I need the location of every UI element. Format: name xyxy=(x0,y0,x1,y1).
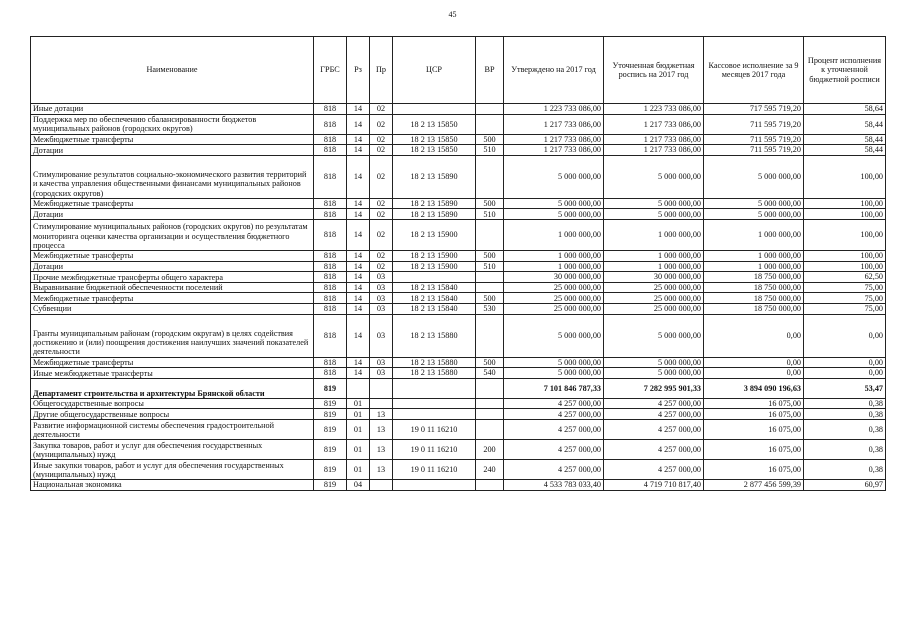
cell-name: Стимулирование результатов социально-экономического развития территорий и качества управления общественными финансами муниципальных районов (городских округов) xyxy=(31,155,314,198)
cell-cash: 18 750 000,00 xyxy=(704,272,804,283)
cell-refined: 7 282 995 901,33 xyxy=(604,378,704,398)
cell-grbs: 818 xyxy=(314,272,347,283)
cell-refined: 25 000 000,00 xyxy=(604,282,704,293)
cell-cash: 16 075,00 xyxy=(704,439,804,459)
table-row xyxy=(31,439,886,459)
cell-refined: 30 000 000,00 xyxy=(604,272,704,283)
cell-cash: 16 075,00 xyxy=(704,409,804,420)
cell-name: Межбюджетные трансферты xyxy=(31,250,314,261)
cell-csr: 18 2 13 15840 xyxy=(393,282,476,293)
cell-percent: 0,00 xyxy=(804,368,886,379)
table-row xyxy=(31,479,886,490)
cell-pr: 03 xyxy=(370,293,393,304)
cell-cash: 18 750 000,00 xyxy=(704,293,804,304)
cell-percent: 53,47 xyxy=(804,378,886,398)
cell-name: Иные межбюджетные трансферты xyxy=(31,368,314,379)
table-row xyxy=(31,114,886,134)
cell-pr: 02 xyxy=(370,134,393,145)
cell-csr: 18 2 13 15890 xyxy=(393,155,476,198)
table-row xyxy=(31,198,886,209)
cell-grbs: 818 xyxy=(314,368,347,379)
cell-csr xyxy=(393,409,476,420)
cell-name: Общегосударственные вопросы xyxy=(31,398,314,409)
cell-cash: 1 000 000,00 xyxy=(704,219,804,250)
cell-vr: 500 xyxy=(476,357,504,368)
cell-grbs: 818 xyxy=(314,303,347,314)
cell-csr: 19 0 11 16210 xyxy=(393,419,476,439)
cell-vr: 530 xyxy=(476,303,504,314)
cell-vr xyxy=(476,114,504,134)
header-pr: Пр xyxy=(370,37,393,104)
cell-csr: 18 2 13 15890 xyxy=(393,209,476,220)
cell-pr: 02 xyxy=(370,209,393,220)
cell-csr: 18 2 13 15890 xyxy=(393,198,476,209)
cell-grbs: 818 xyxy=(314,357,347,368)
cell-pr: 03 xyxy=(370,272,393,283)
cell-cash: 3 894 090 196,63 xyxy=(704,378,804,398)
cell-approved: 1 000 000,00 xyxy=(504,250,604,261)
cell-cash: 711 595 719,20 xyxy=(704,114,804,134)
cell-percent: 0,38 xyxy=(804,459,886,479)
cell-name: Дотации xyxy=(31,145,314,156)
cell-name: Выравнивание бюджетной обеспеченности поселений xyxy=(31,282,314,293)
cell-refined: 5 000 000,00 xyxy=(604,198,704,209)
cell-grbs: 818 xyxy=(314,114,347,134)
cell-name: Иные дотации xyxy=(31,104,314,115)
cell-vr xyxy=(476,409,504,420)
cell-vr: 500 xyxy=(476,198,504,209)
cell-pr: 02 xyxy=(370,114,393,134)
cell-rz: 14 xyxy=(347,104,370,115)
cell-csr: 18 2 13 15880 xyxy=(393,314,476,357)
cell-refined: 4 257 000,00 xyxy=(604,398,704,409)
cell-refined: 25 000 000,00 xyxy=(604,293,704,304)
cell-pr: 02 xyxy=(370,250,393,261)
cell-grbs: 818 xyxy=(314,293,347,304)
cell-grbs: 818 xyxy=(314,261,347,272)
cell-pr: 02 xyxy=(370,104,393,115)
cell-vr xyxy=(476,104,504,115)
cell-csr: 18 2 13 15850 xyxy=(393,145,476,156)
cell-rz: 01 xyxy=(347,409,370,420)
cell-csr: 18 2 13 15900 xyxy=(393,219,476,250)
cell-name: Прочие межбюджетные трансферты общего характера xyxy=(31,272,314,283)
cell-rz: 14 xyxy=(347,272,370,283)
table-row xyxy=(31,314,886,357)
cell-approved: 5 000 000,00 xyxy=(504,209,604,220)
cell-rz: 14 xyxy=(347,114,370,134)
cell-name: Гранты муниципальным районам (городским округам) в целях содействия достижению и (или) поощрения достижения наилучших значений показателей деятельности xyxy=(31,314,314,357)
table-row xyxy=(31,134,886,145)
cell-rz: 14 xyxy=(347,282,370,293)
cell-name: Межбюджетные трансферты xyxy=(31,198,314,209)
cell-name: Стимулирование муниципальных районов (городских округов) по результатам мониторинга оценки качества организации и осуществления бюджетного процесса xyxy=(31,219,314,250)
table-row xyxy=(31,398,886,409)
cell-approved: 30 000 000,00 xyxy=(504,272,604,283)
cell-name: Национальная экономика xyxy=(31,479,314,490)
cell-cash: 16 075,00 xyxy=(704,419,804,439)
cell-csr: 18 2 13 15900 xyxy=(393,261,476,272)
cell-refined: 1 223 733 086,00 xyxy=(604,104,704,115)
cell-name: Межбюджетные трансферты xyxy=(31,293,314,304)
cell-csr xyxy=(393,479,476,490)
cell-rz: 14 xyxy=(347,314,370,357)
cell-grbs: 819 xyxy=(314,378,347,398)
cell-grbs: 819 xyxy=(314,439,347,459)
cell-approved: 4 257 000,00 xyxy=(504,439,604,459)
cell-cash: 18 750 000,00 xyxy=(704,303,804,314)
cell-percent: 0,38 xyxy=(804,419,886,439)
cell-rz: 14 xyxy=(347,357,370,368)
cell-csr: 18 2 13 15850 xyxy=(393,134,476,145)
cell-approved: 25 000 000,00 xyxy=(504,282,604,293)
cell-rz: 01 xyxy=(347,459,370,479)
cell-vr xyxy=(476,272,504,283)
cell-pr: 13 xyxy=(370,409,393,420)
cell-cash: 0,00 xyxy=(704,357,804,368)
cell-rz: 14 xyxy=(347,145,370,156)
cell-name: Субвенции xyxy=(31,303,314,314)
cell-csr xyxy=(393,104,476,115)
table-row xyxy=(31,303,886,314)
cell-rz: 01 xyxy=(347,419,370,439)
cell-pr: 13 xyxy=(370,419,393,439)
header-csr: ЦСР xyxy=(393,37,476,104)
cell-refined: 5 000 000,00 xyxy=(604,209,704,220)
cell-rz: 14 xyxy=(347,219,370,250)
cell-name: Поддержка мер по обеспечению сбалансированности бюджетов муниципальных районов (городских округов) xyxy=(31,114,314,134)
cell-percent: 58,44 xyxy=(804,145,886,156)
cell-pr: 03 xyxy=(370,357,393,368)
cell-cash: 1 000 000,00 xyxy=(704,250,804,261)
cell-percent: 0,38 xyxy=(804,398,886,409)
cell-cash: 1 000 000,00 xyxy=(704,261,804,272)
cell-percent: 58,44 xyxy=(804,134,886,145)
cell-refined: 5 000 000,00 xyxy=(604,357,704,368)
cell-pr xyxy=(370,479,393,490)
cell-csr: 18 2 13 15850 xyxy=(393,114,476,134)
cell-vr: 240 xyxy=(476,459,504,479)
cell-pr xyxy=(370,378,393,398)
cell-percent: 100,00 xyxy=(804,209,886,220)
cell-approved: 5 000 000,00 xyxy=(504,357,604,368)
cell-pr: 02 xyxy=(370,261,393,272)
cell-cash: 5 000 000,00 xyxy=(704,209,804,220)
header-rz: Рз xyxy=(347,37,370,104)
cell-vr: 500 xyxy=(476,134,504,145)
header-cash: Кассовое исполнение за 9 месяцев 2017 года xyxy=(704,37,804,104)
cell-grbs: 818 xyxy=(314,209,347,220)
cell-name: Межбюджетные трансферты xyxy=(31,357,314,368)
table-row xyxy=(31,459,886,479)
cell-grbs: 818 xyxy=(314,104,347,115)
cell-percent: 75,00 xyxy=(804,293,886,304)
table-row xyxy=(31,409,886,420)
cell-rz: 14 xyxy=(347,198,370,209)
cell-refined: 1 000 000,00 xyxy=(604,261,704,272)
cell-vr: 500 xyxy=(476,293,504,304)
header-vr: ВР xyxy=(476,37,504,104)
cell-rz: 14 xyxy=(347,261,370,272)
cell-refined: 1 000 000,00 xyxy=(604,250,704,261)
cell-approved: 25 000 000,00 xyxy=(504,293,604,304)
cell-approved: 5 000 000,00 xyxy=(504,368,604,379)
cell-pr xyxy=(370,398,393,409)
cell-percent: 100,00 xyxy=(804,261,886,272)
table-row xyxy=(31,209,886,220)
cell-csr: 18 2 13 15880 xyxy=(393,368,476,379)
table-row xyxy=(31,272,886,283)
cell-grbs: 819 xyxy=(314,398,347,409)
cell-pr: 02 xyxy=(370,198,393,209)
table-row xyxy=(31,282,886,293)
cell-cash: 5 000 000,00 xyxy=(704,198,804,209)
table-row xyxy=(31,378,886,398)
header-approved: Утверждено на 2017 год xyxy=(504,37,604,104)
cell-percent: 100,00 xyxy=(804,250,886,261)
header-name: Наименование xyxy=(31,37,314,104)
cell-grbs: 819 xyxy=(314,409,347,420)
cell-rz: 01 xyxy=(347,398,370,409)
cell-csr xyxy=(393,272,476,283)
cell-csr xyxy=(393,378,476,398)
cell-percent: 0,00 xyxy=(804,357,886,368)
cell-name: Закупка товаров, работ и услуг для обеспечения государственных (муниципальных) нужд xyxy=(31,439,314,459)
table-row xyxy=(31,293,886,304)
cell-rz: 14 xyxy=(347,250,370,261)
cell-percent: 0,38 xyxy=(804,409,886,420)
cell-refined: 5 000 000,00 xyxy=(604,155,704,198)
cell-refined: 1 000 000,00 xyxy=(604,219,704,250)
cell-pr: 03 xyxy=(370,368,393,379)
cell-approved: 5 000 000,00 xyxy=(504,155,604,198)
cell-pr: 13 xyxy=(370,439,393,459)
cell-percent: 0,38 xyxy=(804,439,886,459)
cell-vr xyxy=(476,479,504,490)
cell-cash: 5 000 000,00 xyxy=(704,155,804,198)
cell-refined: 5 000 000,00 xyxy=(604,314,704,357)
table-row xyxy=(31,368,886,379)
cell-cash: 0,00 xyxy=(704,314,804,357)
cell-rz: 14 xyxy=(347,293,370,304)
cell-rz: 14 xyxy=(347,155,370,198)
cell-vr xyxy=(476,219,504,250)
cell-approved: 5 000 000,00 xyxy=(504,198,604,209)
cell-name: Иные закупки товаров, работ и услуг для обеспечения государственных (муниципальных) нужд xyxy=(31,459,314,479)
header-percent: Процент исполнения к уточненной бюджетной росписи xyxy=(804,37,886,104)
table-row xyxy=(31,155,886,198)
header-refined: Уточненная бюджетная роспись на 2017 год xyxy=(604,37,704,104)
header-grbs: ГРБС xyxy=(314,37,347,104)
cell-csr: 18 2 13 15900 xyxy=(393,250,476,261)
cell-vr: 540 xyxy=(476,368,504,379)
cell-grbs: 818 xyxy=(314,282,347,293)
cell-refined: 4 257 000,00 xyxy=(604,409,704,420)
cell-vr xyxy=(476,419,504,439)
cell-name: Межбюджетные трансферты xyxy=(31,134,314,145)
cell-grbs: 818 xyxy=(314,314,347,357)
cell-name: Дотации xyxy=(31,261,314,272)
cell-refined: 4 257 000,00 xyxy=(604,459,704,479)
cell-refined: 25 000 000,00 xyxy=(604,303,704,314)
cell-cash: 2 877 456 599,39 xyxy=(704,479,804,490)
table-row xyxy=(31,357,886,368)
cell-refined: 5 000 000,00 xyxy=(604,368,704,379)
cell-pr: 13 xyxy=(370,459,393,479)
cell-approved: 1 223 733 086,00 xyxy=(504,104,604,115)
cell-rz xyxy=(347,378,370,398)
cell-rz: 01 xyxy=(347,439,370,459)
cell-csr: 18 2 13 15840 xyxy=(393,303,476,314)
cell-cash: 16 075,00 xyxy=(704,398,804,409)
cell-refined: 4 719 710 817,40 xyxy=(604,479,704,490)
cell-name: Департамент строительства и архитектуры Брянской области xyxy=(31,378,314,398)
cell-name: Развитие информационной системы обеспечения градостроительной деятельности xyxy=(31,419,314,439)
cell-percent: 75,00 xyxy=(804,303,886,314)
cell-percent: 58,64 xyxy=(804,104,886,115)
page-number: 45 xyxy=(448,10,457,19)
cell-pr: 02 xyxy=(370,145,393,156)
cell-csr xyxy=(393,398,476,409)
cell-grbs: 818 xyxy=(314,134,347,145)
cell-rz: 04 xyxy=(347,479,370,490)
cell-csr: 19 0 11 16210 xyxy=(393,439,476,459)
cell-rz: 14 xyxy=(347,368,370,379)
cell-vr xyxy=(476,314,504,357)
cell-cash: 0,00 xyxy=(704,368,804,379)
cell-percent: 62,50 xyxy=(804,272,886,283)
cell-grbs: 818 xyxy=(314,250,347,261)
cell-grbs: 818 xyxy=(314,145,347,156)
budget-table xyxy=(30,36,886,491)
cell-csr: 19 0 11 16210 xyxy=(393,459,476,479)
cell-percent: 75,00 xyxy=(804,282,886,293)
cell-approved: 1 217 733 086,00 xyxy=(504,134,604,145)
table-row xyxy=(31,145,886,156)
cell-grbs: 818 xyxy=(314,198,347,209)
cell-approved: 1 000 000,00 xyxy=(504,261,604,272)
cell-approved: 4 257 000,00 xyxy=(504,398,604,409)
cell-approved: 1 217 733 086,00 xyxy=(504,145,604,156)
table-row xyxy=(31,219,886,250)
cell-vr: 510 xyxy=(476,145,504,156)
cell-refined: 1 217 733 086,00 xyxy=(604,134,704,145)
table-header-row xyxy=(31,37,886,104)
cell-vr xyxy=(476,282,504,293)
cell-cash: 16 075,00 xyxy=(704,459,804,479)
cell-pr: 02 xyxy=(370,155,393,198)
cell-percent: 100,00 xyxy=(804,155,886,198)
cell-refined: 4 257 000,00 xyxy=(604,439,704,459)
cell-approved: 25 000 000,00 xyxy=(504,303,604,314)
cell-approved: 7 101 846 787,33 xyxy=(504,378,604,398)
cell-pr: 03 xyxy=(370,314,393,357)
cell-pr: 03 xyxy=(370,282,393,293)
cell-approved: 4 257 000,00 xyxy=(504,419,604,439)
table-row xyxy=(31,261,886,272)
cell-refined: 1 217 733 086,00 xyxy=(604,114,704,134)
cell-approved: 4 257 000,00 xyxy=(504,459,604,479)
cell-name: Дотации xyxy=(31,209,314,220)
cell-approved: 4 257 000,00 xyxy=(504,409,604,420)
cell-vr: 510 xyxy=(476,209,504,220)
cell-cash: 711 595 719,20 xyxy=(704,145,804,156)
cell-cash: 18 750 000,00 xyxy=(704,282,804,293)
cell-vr: 200 xyxy=(476,439,504,459)
cell-grbs: 819 xyxy=(314,459,347,479)
cell-percent: 60,97 xyxy=(804,479,886,490)
cell-percent: 58,44 xyxy=(804,114,886,134)
cell-approved: 5 000 000,00 xyxy=(504,314,604,357)
cell-grbs: 818 xyxy=(314,219,347,250)
cell-percent: 100,00 xyxy=(804,198,886,209)
cell-rz: 14 xyxy=(347,209,370,220)
cell-pr: 02 xyxy=(370,219,393,250)
table-row xyxy=(31,104,886,115)
cell-vr xyxy=(476,155,504,198)
cell-grbs: 818 xyxy=(314,155,347,198)
cell-pr: 03 xyxy=(370,303,393,314)
table-row xyxy=(31,250,886,261)
cell-cash: 711 595 719,20 xyxy=(704,134,804,145)
cell-vr: 510 xyxy=(476,261,504,272)
cell-approved: 4 533 783 033,40 xyxy=(504,479,604,490)
cell-cash: 717 595 719,20 xyxy=(704,104,804,115)
cell-refined: 1 217 733 086,00 xyxy=(604,145,704,156)
cell-grbs: 819 xyxy=(314,419,347,439)
cell-rz: 14 xyxy=(347,303,370,314)
cell-csr: 18 2 13 15880 xyxy=(393,357,476,368)
cell-refined: 4 257 000,00 xyxy=(604,419,704,439)
cell-grbs: 819 xyxy=(314,479,347,490)
cell-vr xyxy=(476,398,504,409)
cell-csr: 18 2 13 15840 xyxy=(393,293,476,304)
cell-percent: 0,00 xyxy=(804,314,886,357)
cell-approved: 1 000 000,00 xyxy=(504,219,604,250)
cell-vr: 500 xyxy=(476,250,504,261)
cell-vr xyxy=(476,378,504,398)
cell-percent: 100,00 xyxy=(804,219,886,250)
table-row xyxy=(31,419,886,439)
cell-rz: 14 xyxy=(347,134,370,145)
cell-approved: 1 217 733 086,00 xyxy=(504,114,604,134)
cell-name: Другие общегосударственные вопросы xyxy=(31,409,314,420)
